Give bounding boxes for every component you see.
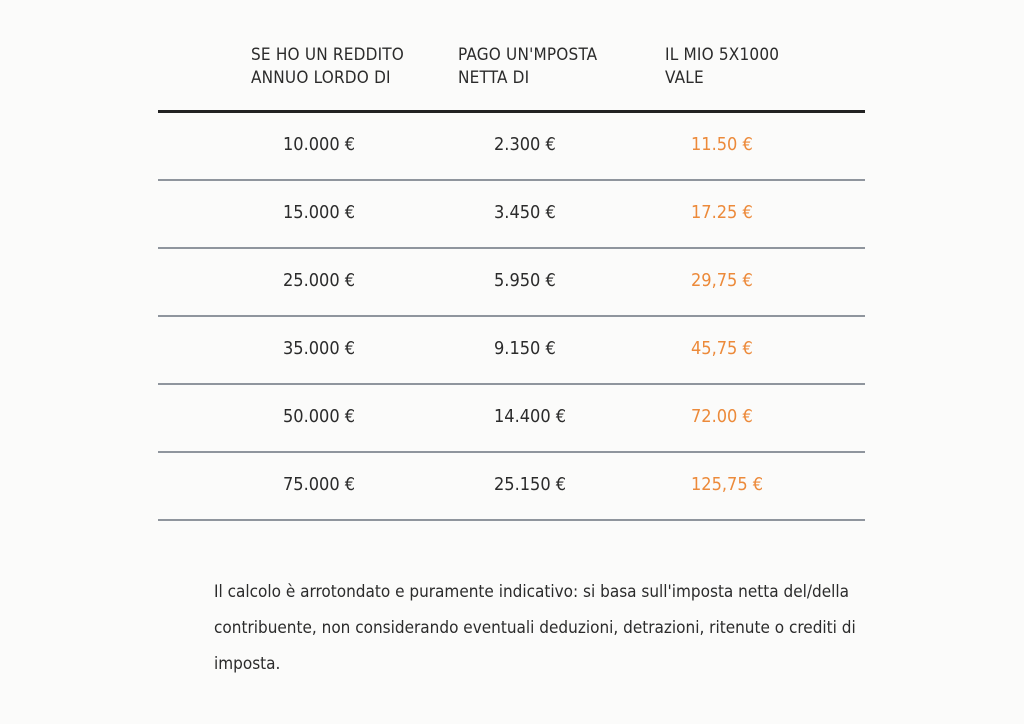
gross-income-cell: 10.000 € [283, 134, 356, 155]
5x1000-value-cell: 29,75 € [691, 270, 753, 291]
table-row [158, 181, 865, 249]
net-tax-cell: 9.150 € [494, 338, 556, 359]
5x1000-value-cell: 45,75 € [691, 338, 753, 359]
table-row [158, 317, 865, 385]
5x1000-value-cell: 72.00 € [691, 406, 753, 427]
table-row [158, 453, 865, 521]
5x1000-value-cell: 11.50 € [691, 134, 753, 155]
table-header [158, 40, 865, 113]
5x1000-value-cell: 17.25 € [691, 202, 753, 223]
header-gross-income: SE HO UN REDDITO ANNUO LORDO DI [251, 45, 405, 88]
gross-income-cell: 75.000 € [283, 474, 356, 495]
gross-income-cell: 50.000 € [283, 406, 356, 427]
table-row [158, 113, 865, 181]
net-tax-cell: 14.400 € [494, 406, 567, 427]
gross-income-cell: 35.000 € [283, 338, 356, 359]
gross-income-cell: 25.000 € [283, 270, 356, 291]
tax-table [158, 40, 865, 521]
net-tax-cell: 3.450 € [494, 202, 556, 223]
footnote-text: Il calcolo è arrotondato e puramente indicativo: si basa sull'imposta netta del/della contribuente, non considerando eventuali deduzioni, detrazioni, ritenute o crediti di imposta. [214, 582, 856, 674]
5x1000-value-cell: 125,75 € [691, 474, 764, 495]
table-row [158, 249, 865, 317]
gross-income-cell: 15.000 € [283, 202, 356, 223]
header-5x1000-value: IL MIO 5X1000 VALE [665, 45, 780, 88]
table-row [158, 385, 865, 453]
header-net-tax: PAGO UN'MPOSTA NETTA DI [458, 45, 598, 88]
net-tax-cell: 2.300 € [494, 134, 556, 155]
net-tax-cell: 5.950 € [494, 270, 556, 291]
net-tax-cell: 25.150 € [494, 474, 567, 495]
